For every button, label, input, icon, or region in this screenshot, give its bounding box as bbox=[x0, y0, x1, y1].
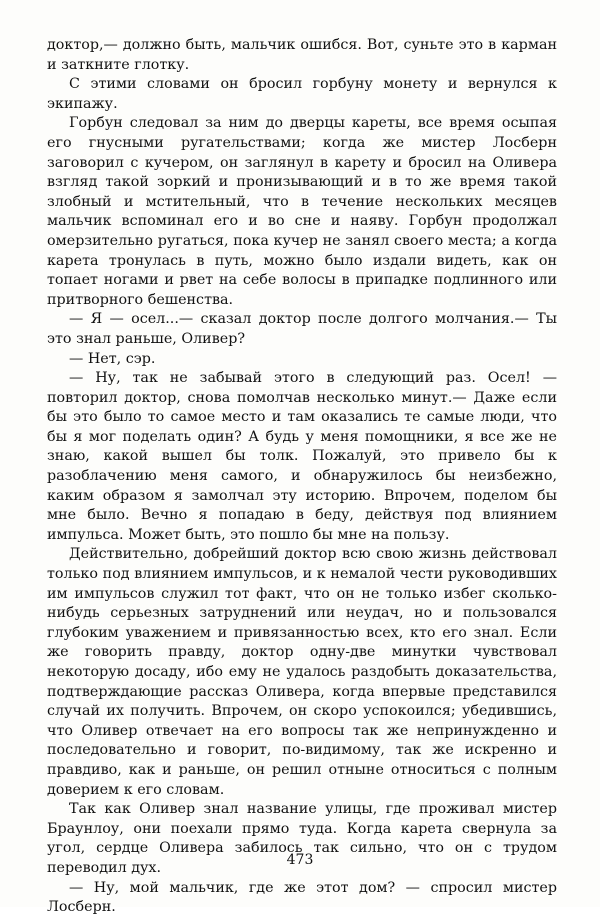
dialogue-line: — Ну, мой мальчик, где же этот дом? — спросил мистер Лосберн. bbox=[47, 879, 557, 916]
body-text bbox=[47, 36, 557, 918]
paragraph-continuation: доктор,— должно быть, мальчик ошибся. Вот, суньте это в карман и заткните глотку. bbox=[47, 37, 557, 73]
paragraph: С этими словами он бросил горбуну монету и вернулся к экипажу. bbox=[47, 76, 557, 112]
paragraph: Так как Оливер знал название улицы, где проживал мистер Браунлоу, они поехали прямо туда. Когда карета свернула за угол, сердце Оливера забилось так сильно, что он с трудом переводил дух. bbox=[47, 801, 557, 876]
dialogue-line: — Я — осел...— сказал доктор после долгого молчания.— Ты это знал раньше, Оливер? bbox=[47, 311, 557, 347]
page-number: 473 bbox=[286, 852, 314, 868]
dialogue-line: — Нет, сэр. bbox=[69, 350, 156, 367]
paragraph: Действительно, добрейший доктор всю свою жизнь действовал только под влиянием импульсов, и к немалой чести руководивших им импульсов служил тот факт, что он не только избег сколько-нибудь серьезных затруднений или неудач, но и пользовался глубоким уважением и привязанностью всех, кто его знал. Если же говорить правду, доктор одну-две минутки чувствовал некоторую досаду, ибо ему не удалось раздобыть доказательства, подтверждающие рассказ Оливера, когда впервые представился случай их получить. Впрочем, он скоро успокоился; убедившись, что Оливер отвечает на его вопросы так же непринужденно и последовательно и говорит, по-видимому, так же искренно и правдиво, как и раньше, он решил отныне относиться с полным доверием к его словам. bbox=[47, 546, 557, 798]
dialogue-line: — Ну, так не забывай этого в следующий раз. Осел! — повторил доктор, снова помолчав несколько минут.— Даже если бы это было то самое место и там оказались те самые люди, что бы я мог поделать один? А будь у меня помощники, я все же не знаю, какой вышел бы толк. Пожалуй, это привело бы к разоблачению меня самого, и обнаружилось бы неизбежно, каким образом я замолчал эту историю. Впрочем, поделом бы мне было. Вечно я попадаю в беду, действуя под влиянием импульса. Может быть, это пошло бы мне на пользу. bbox=[47, 370, 557, 543]
paragraph: Горбун следовал за ним до дверцы кареты, все время осыпая его гнусными ругательствами; когда же мистер Лосберн заговорил с кучером, он заглянул в карету и бросил на Оливера взгляд такой зоркий и пронизывающий и в то же время такой злобный и мстительный, что в течение нескольких месяцев мальчик вспоминал его и во сне и наяву. Горбун продолжал омерзительно ругаться, пока кучер не занял своего места; а когда карета тронулась в путь, можно было издали видеть, как он топает ногами и рвет на себе волосы в припадке подлинного или притворного бешенства. bbox=[47, 115, 557, 308]
